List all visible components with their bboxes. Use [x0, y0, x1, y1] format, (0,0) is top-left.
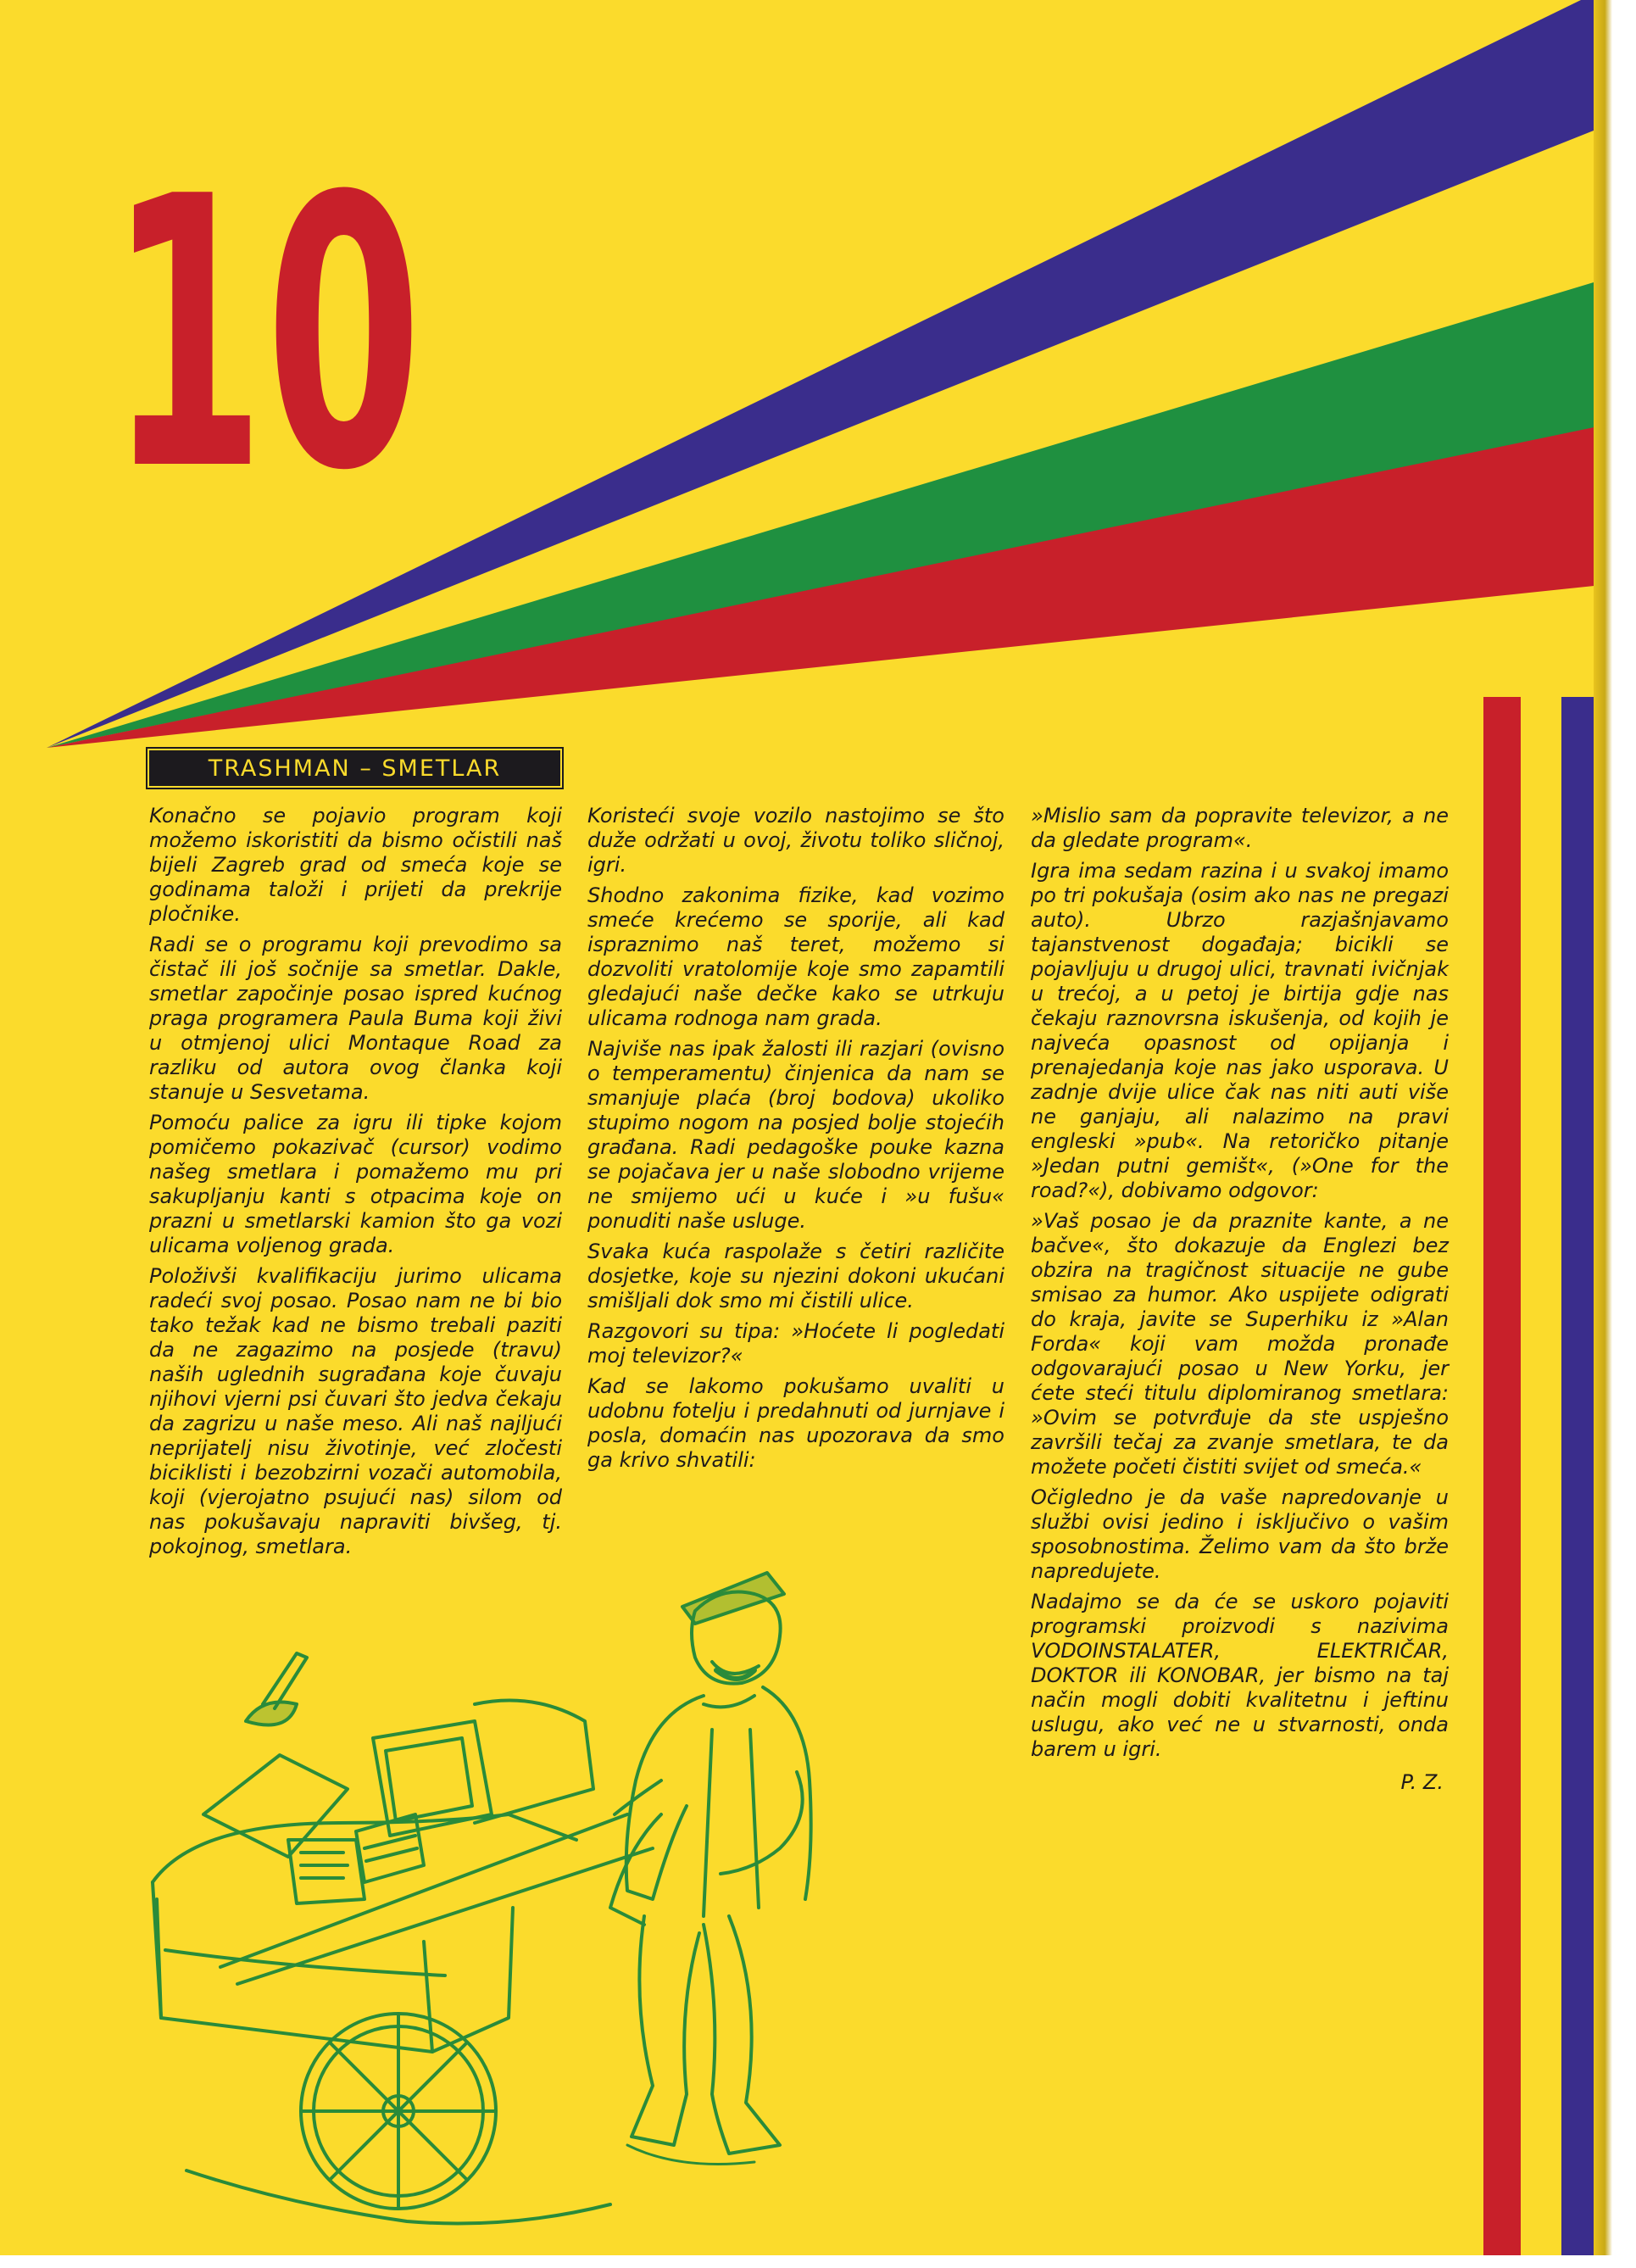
paragraph: Igra ima sedam razina i u svakoj imamo po tri pokušaja (osim ako nas ne pregazi auto). Ubrzo razjašnjavamo tajanstvenost događaja; bicikli se pojavljuju u drugoj ulici, travnati ivičnjak u trećoj, a u petoj je birtija gdje nas čekaju raznovrsna iskušenja, od kojih je najveća opasnost od opijanja i prenajedanja koje nas jako usporava. U zadnje dvije ulice čak nas niti auti više ne ganjaju, ali nalazimo na pravi engleski »pub«. Na retoričko pitanje »Jedan putni gemišt«, (»One for the road?«), dobivamo odgovor: [1031, 859, 1449, 1202]
paragraph: Koristeći svoje vozilo nastojimo se što duže održati u ovoj, životu toliko sličnoj, igri. [587, 804, 1004, 877]
page-number [109, 118, 431, 552]
paragraph: Razgovori su tipa: »Hoćete li pogledati moj televizor?« [587, 1319, 1004, 1368]
paragraph: Kad se lakomo pokušamo uvaliti u udobnu fotelju i predahnuti od jurnjave i posla, domaćin nas upozorava da smo ga krivo shvatili: [587, 1374, 1004, 1472]
vertical-blue-stripe [1561, 697, 1595, 2255]
trashman-illustration [119, 1560, 966, 2238]
paragraph: Svaka kuća raspolaže s četiri različite dosjetke, koje su njezini dokoni ukućani smišljali dok smo mi čistili ulice. [587, 1240, 1004, 1312]
paragraph: »Vaš posao je da praznite kante, a ne bačve«, što dokazuje da Englezi bez obzira na tragičnost situacije ne gube smisao za humor. Ako uspijete odigrati do kraja, javite se Superhiku iz »Alan Forda« koji vam možda pronađe odgovarajući posao u New Yorku, jer ćete steći titulu diplomiranog smetlara: »Ovim se potvrđuje da ste uspješno završili tečaj za zvanje smetlara, te da možete početi čistiti svijet od smeća.« [1031, 1209, 1449, 1479]
vertical-red-stripe [1483, 697, 1521, 2255]
paragraph: Shodno zakonima fizike, kad vozimo smeće krećemo se sporije, ali kad ispraznimo naš teret, možemo si dozvoliti vratolomije koje smo zapamtili gledajući naše dečke kako se utrkuju ulicama rodnoga nam grada. [587, 883, 1004, 1030]
paragraph: Radi se o programu koji prevodimo sa čistač ili još sočnije sa smetlar. Dakle, smetlar započinje posao ispred kućnog praga programera Paula Buma koji živi u otmjenoj ulici Montaque Road za razliku od autora ovog članka koji stanuje u Sesvetama. [149, 933, 562, 1104]
article-column-2 [587, 804, 1004, 1479]
paragraph: Pomoću palice za igru ili tipke kojom pomičemo pokazivač (cursor) vodimo našeg smetlara i pomažemo mu pri sakupljanju kanti s otpacima koje on prazni u smetlarski kamion što ga vozi ulicama voljenog grada. [149, 1111, 562, 1257]
paragraph: Najviše nas ipak žalosti ili razjari (ovisno o temperamentu) činjenica da nam se smanjuje plaća (broj bodova) ukoliko stupimo nogom na posjed bolje stojećih građana. Radi pedagoške pouke kazna se pojačava jer u naše slobodno vrijeme ne smijemo ući u kuće i »u fušu« ponuditi naše usluge. [587, 1037, 1004, 1233]
author-signature: P. Z. [1400, 1770, 1444, 1794]
page-number-text: 10 [109, 118, 422, 552]
page-edge-shadow [1594, 0, 1612, 2255]
paragraph: Očigledno je da vaše napredovanje u službi ovisi jedino i isključivo o vašim sposobnostima. Želimo vam da što brže napredujete. [1031, 1485, 1449, 1583]
paragraph: »Mislio sam da popravite televizor, a ne da gledate program«. [1031, 804, 1449, 852]
paragraph: Nadajmo se da će se uskoro pojaviti programski proizvodi s nazivima VODOINSTALATER, ELEKTRIČAR, DOKTOR ili KONOBAR, jer bismo na taj način mogli dobiti kvalitetnu i jeftinu uslugu, ako već ne u stvarnosti, onda barem u igri. [1031, 1590, 1449, 1761]
paragraph: Konačno se pojavio program koji možemo iskoristiti da bismo očistili naš bijeli Zagreb grad od smeća koje se godinama taloži i prijeti da prekrije pločnike. [149, 804, 562, 926]
article-column-1 [149, 804, 562, 1565]
article-heading: TRASHMAN – SMETLAR [147, 749, 562, 788]
paragraph: Položivši kvalifikaciju jurimo ulicama radeći svoj posao. Posao nam ne bi bio tako težak kad ne bismo trebali paziti da ne zagazimo na posjede (travu) naših uglednih sugrađana koje čuvaju njihovi vjerni psi čuvari što jedva čekaju da zagrizu u naše meso. Ali naš najljući neprijatelj nisu životinje, već zločesti biciklisti i bezobzirni vozači automobila, koji (vjerojatno psujući nas) silom od nas pokušavaju napraviti bivšeg, tj. pokojnog, smetlara. [149, 1264, 562, 1558]
article-column-3 [1031, 804, 1449, 1801]
